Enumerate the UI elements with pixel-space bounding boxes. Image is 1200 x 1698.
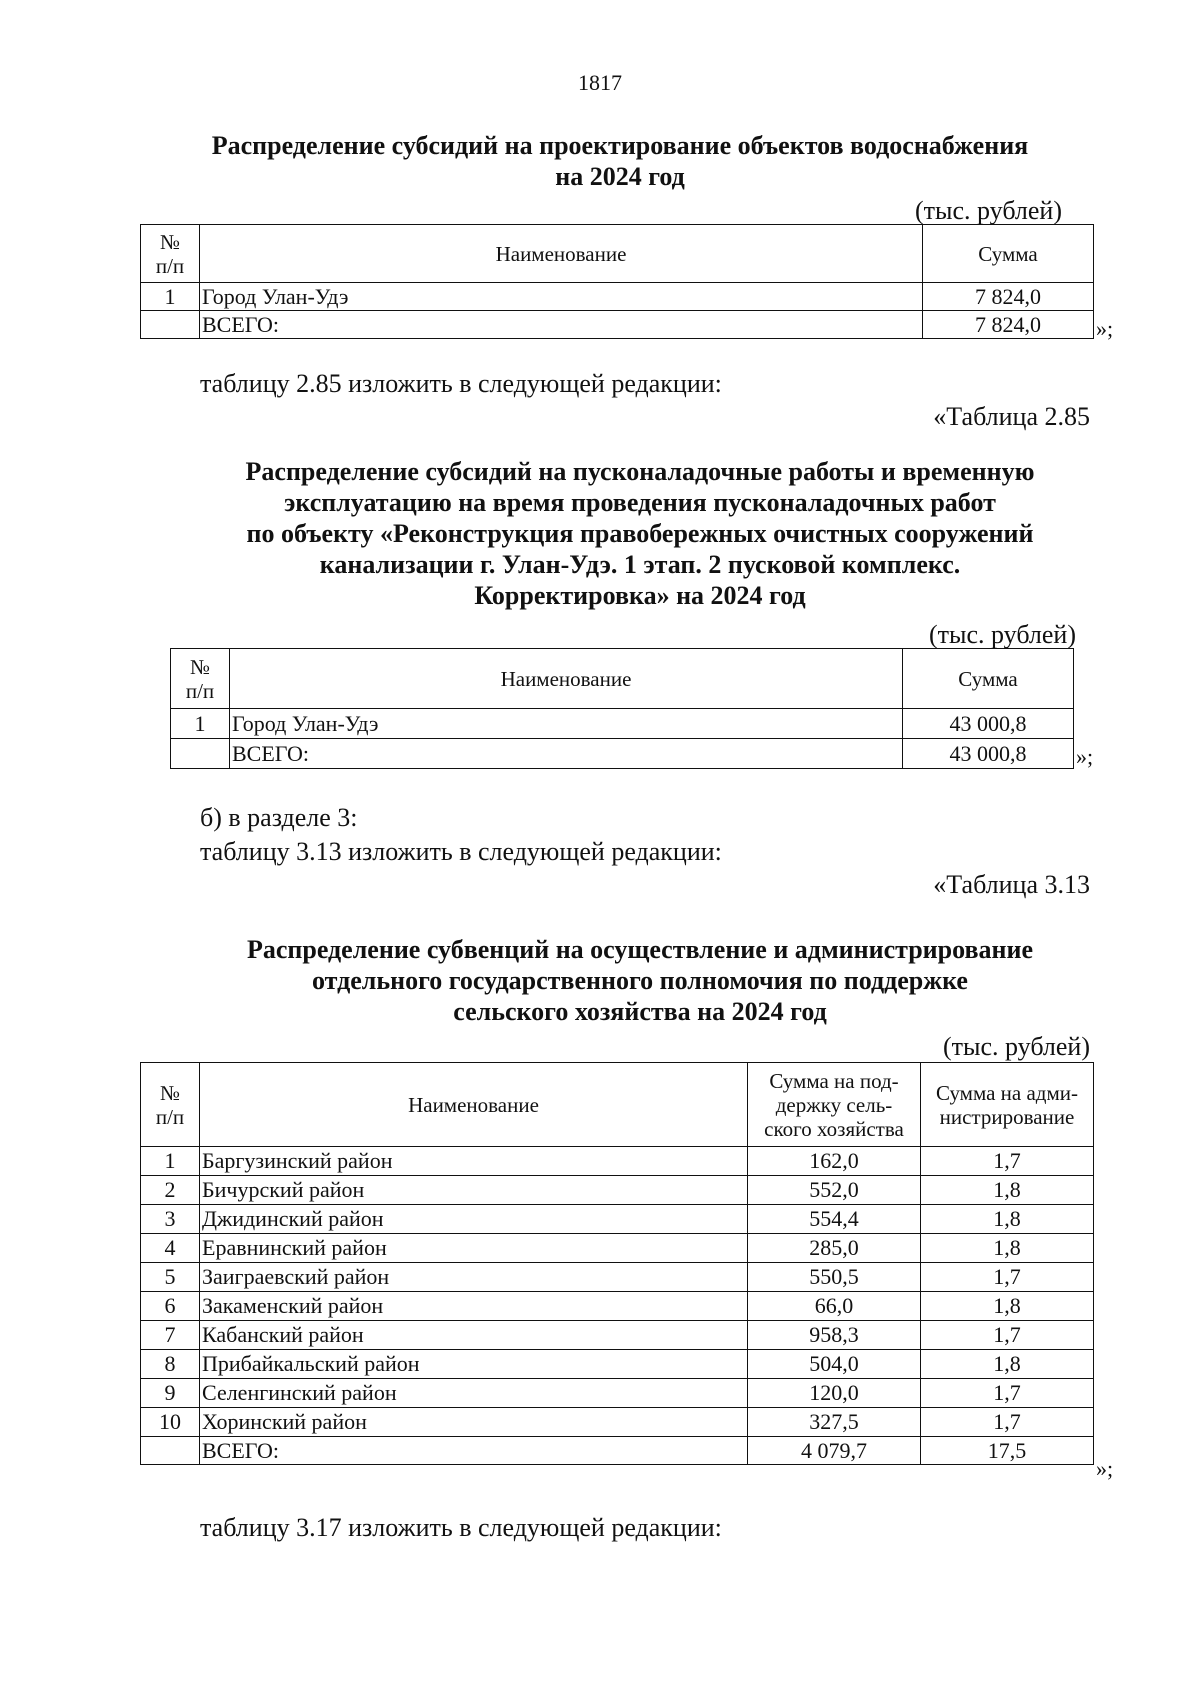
row-name: Кабанский район	[200, 1321, 748, 1350]
row-support: 550,5	[748, 1263, 921, 1292]
section1-title	[140, 130, 1100, 192]
table-row	[141, 1379, 1094, 1408]
paragraph-section-3: б) в разделе 3:	[200, 803, 358, 832]
section3-title-line-2: отдельного государственного полномочия по поддержке	[312, 966, 968, 995]
row-admin: 1,7	[921, 1147, 1094, 1176]
header-num: № п/п	[141, 225, 200, 283]
total-sum: 43 000,8	[903, 739, 1074, 769]
section2-title-line-5: Корректировка» на 2024 год	[474, 581, 806, 610]
row-num: 6	[141, 1292, 200, 1321]
table-row	[141, 1408, 1094, 1437]
row-name: Бичурский район	[200, 1176, 748, 1205]
section3-closing: »;	[1096, 1456, 1114, 1481]
table-total-row	[171, 739, 1074, 769]
section2-table	[170, 648, 1074, 769]
row-name: Город Улан-Удэ	[230, 709, 903, 739]
row-admin: 1,7	[921, 1379, 1094, 1408]
row-name: Прибайкальский район	[200, 1350, 748, 1379]
section2-title-line-1: Распределение субсидий на пусконаладочные работы и временную	[245, 457, 1035, 486]
row-num: 1	[141, 1147, 200, 1176]
total-empty	[171, 739, 230, 769]
table-total-row	[141, 1437, 1094, 1465]
row-support: 504,0	[748, 1350, 921, 1379]
table-row	[141, 283, 1094, 311]
header-sum-support: Сумма на под- держку сель- ского хозяйства	[748, 1063, 921, 1147]
row-admin: 1,8	[921, 1205, 1094, 1234]
table-ref-2-85: «Таблица 2.85	[933, 402, 1090, 431]
row-sum: 7 824,0	[923, 283, 1094, 311]
section3-title-line-3: сельского хозяйства на 2024 год	[453, 997, 827, 1026]
header-sum: Сумма	[923, 225, 1094, 283]
section1-table	[140, 224, 1094, 339]
table-row	[141, 1147, 1094, 1176]
row-admin: 1,8	[921, 1234, 1094, 1263]
header-sum-admin: Сумма на адми- нистрирование	[921, 1063, 1094, 1147]
row-admin: 1,8	[921, 1176, 1094, 1205]
table-row	[141, 1176, 1094, 1205]
row-num: 3	[141, 1205, 200, 1234]
row-admin: 1,7	[921, 1408, 1094, 1437]
section1-closing: »;	[1096, 316, 1114, 341]
total-support: 4 079,7	[748, 1437, 921, 1465]
table-total-row	[141, 311, 1094, 339]
section2-title-line-2: эксплуатацию на время проведения пусконаладочных работ	[284, 488, 996, 517]
row-num: 4	[141, 1234, 200, 1263]
row-num: 9	[141, 1379, 200, 1408]
row-name: Еравнинский район	[200, 1234, 748, 1263]
section3-title	[180, 934, 1100, 1027]
header-num: № п/п	[171, 649, 230, 709]
row-name: Заиграевский район	[200, 1263, 748, 1292]
total-label: ВСЕГО:	[200, 1437, 748, 1465]
row-admin: 1,7	[921, 1321, 1094, 1350]
row-support: 285,0	[748, 1234, 921, 1263]
paragraph-table-3-17: таблицу 3.17 изложить в следующей редакции:	[200, 1513, 722, 1542]
row-name: Селенгинский район	[200, 1379, 748, 1408]
row-name: Баргузинский район	[200, 1147, 748, 1176]
table-row	[171, 709, 1074, 739]
row-num: 7	[141, 1321, 200, 1350]
row-support: 554,4	[748, 1205, 921, 1234]
section2-title-line-4: канализации г. Улан-Удэ. 1 этап. 2 пусковой комплекс.	[319, 550, 961, 579]
row-admin: 1,8	[921, 1350, 1094, 1379]
row-num: 10	[141, 1408, 200, 1437]
table-row	[141, 1292, 1094, 1321]
section2-closing: »;	[1076, 744, 1094, 769]
table-header-row	[171, 649, 1074, 709]
row-support: 120,0	[748, 1379, 921, 1408]
section1-title-line-1: Распределение субсидий на проектирование объектов водоснабжения	[211, 131, 1029, 160]
section3-unit: (тыс. рублей)	[942, 1032, 1090, 1061]
row-name: Джидинский район	[200, 1205, 748, 1234]
paragraph-table-3-13: таблицу 3.13 изложить в следующей редакции:	[200, 837, 722, 866]
row-num: 8	[141, 1350, 200, 1379]
row-admin: 1,8	[921, 1292, 1094, 1321]
table-row	[141, 1350, 1094, 1379]
row-num: 1	[171, 709, 230, 739]
header-sum: Сумма	[903, 649, 1074, 709]
section3-table	[140, 1062, 1094, 1465]
row-num: 2	[141, 1176, 200, 1205]
table-row	[141, 1205, 1094, 1234]
row-admin: 1,7	[921, 1263, 1094, 1292]
section2-title-line-3: по объекту «Реконструкция правобережных очистных сооружений	[246, 519, 1034, 548]
total-sum: 7 824,0	[923, 311, 1094, 339]
row-sum: 43 000,8	[903, 709, 1074, 739]
section3-title-line-1: Распределение субвенций на осуществление и администрирование	[246, 935, 1034, 964]
row-num: 1	[141, 283, 200, 311]
table-row	[141, 1263, 1094, 1292]
total-empty	[141, 1437, 200, 1465]
header-name: Наименование	[200, 225, 923, 283]
table-header-row	[141, 225, 1094, 283]
section1-title-line-2: на 2024 год	[555, 162, 685, 191]
row-name: Хоринский район	[200, 1408, 748, 1437]
total-label: ВСЕГО:	[230, 739, 903, 769]
table-header-row	[141, 1063, 1094, 1147]
page-number: 1817	[578, 70, 622, 95]
section2-title	[160, 456, 1120, 611]
header-num: № п/п	[141, 1063, 200, 1147]
row-support: 552,0	[748, 1176, 921, 1205]
table-row	[141, 1234, 1094, 1263]
table-row	[141, 1321, 1094, 1350]
row-support: 162,0	[748, 1147, 921, 1176]
total-label: ВСЕГО:	[200, 311, 923, 339]
section1-unit: (тыс. рублей)	[914, 196, 1062, 225]
row-support: 327,5	[748, 1408, 921, 1437]
row-name: Город Улан-Удэ	[200, 283, 923, 311]
total-empty	[141, 311, 200, 339]
section2-unit: (тыс. рублей)	[928, 620, 1076, 649]
row-support: 66,0	[748, 1292, 921, 1321]
total-admin: 17,5	[921, 1437, 1094, 1465]
header-name: Наименование	[200, 1063, 748, 1147]
table-ref-3-13: «Таблица 3.13	[933, 870, 1090, 899]
section3-rows	[141, 1147, 1094, 1437]
row-name: Закаменский район	[200, 1292, 748, 1321]
header-name: Наименование	[230, 649, 903, 709]
paragraph-table-2-85: таблицу 2.85 изложить в следующей редакции:	[200, 369, 722, 398]
row-num: 5	[141, 1263, 200, 1292]
row-support: 958,3	[748, 1321, 921, 1350]
